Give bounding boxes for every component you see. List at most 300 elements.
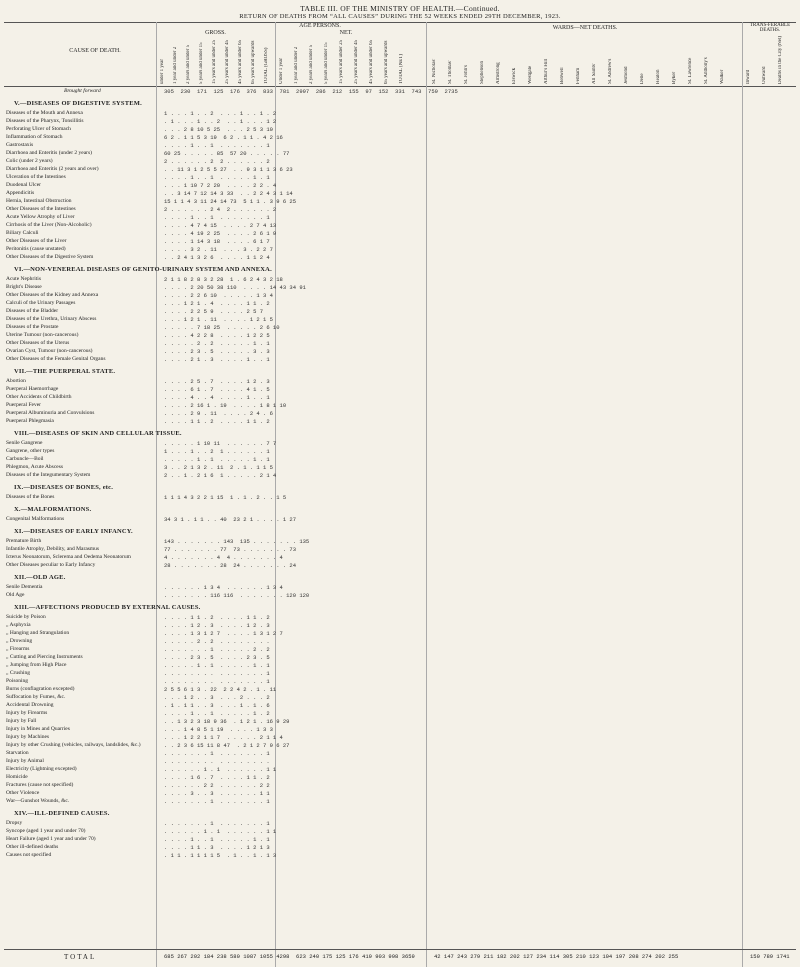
transferable-header: TRANS-FERABLE DEATHS. xyxy=(749,23,791,33)
row-values: . . . . 2 2 5 9 . . . . 2 5 7 xyxy=(164,308,264,315)
cause-label: Other Diseases of the Uterus xyxy=(6,340,70,346)
table-row xyxy=(4,710,796,718)
table-row xyxy=(4,134,796,142)
row-values: . . . . 1 . . 1 . . . . . 1 . 1 xyxy=(164,174,270,181)
table-row xyxy=(4,622,796,630)
cause-label: Diseases of the Integumentary System xyxy=(6,472,91,478)
ward-col-header: St. Anthony's xyxy=(704,57,709,84)
table-row xyxy=(4,340,796,348)
cause-label: Diseases of the Pharynx, Tonsillitis xyxy=(6,118,84,124)
table-row xyxy=(4,782,796,790)
section-heading: XIV.—ILL-DEFINED CAUSES. xyxy=(14,810,110,817)
row-values: . . . . 1 . . 1 . . . . . . . 1 xyxy=(164,214,270,221)
table-row xyxy=(4,562,796,570)
cause-label: Fractures (cause not specified) xyxy=(6,782,74,788)
row-values: . . . 1 2 . . 3 . . . 2 . . . 2 xyxy=(164,694,270,701)
age-persons-header: AGE PERSONS. xyxy=(299,23,341,29)
gross-col-header: 5 years and under 15 xyxy=(199,42,204,84)
table-row xyxy=(4,142,796,150)
cause-label: „ Firearms xyxy=(6,646,30,652)
table-row xyxy=(4,198,796,206)
net-col-header: 25 years and under 45 xyxy=(354,39,359,84)
cause-header: CAUSE OF DEATH. xyxy=(69,48,121,54)
net-col-header: 5 years and under 15 xyxy=(324,42,329,84)
brought-forward-row xyxy=(4,88,796,96)
table-row xyxy=(4,386,796,394)
row-values: . . . . 1 14 3 18 . . . . 6 1 7 xyxy=(164,238,270,245)
row-values: . . . 1 2 1 . 11 . . . . 1 2 1 5 xyxy=(164,316,273,323)
table-row xyxy=(4,402,796,410)
cause-label: Injury in Mines and Quarries xyxy=(6,726,70,732)
net-col-header: 15 years and under 25 xyxy=(339,39,344,84)
cause-label: „ Crushing xyxy=(6,670,30,676)
row-values: 15 1 1 4 3 11 24 14 73 5 1 1 . 3 9 6 25 xyxy=(164,198,297,205)
table-row xyxy=(4,758,796,766)
section-heading: XI.—DISEASES OF EARLY INFANCY. xyxy=(14,528,133,535)
row-values: . . . . . 1 . 1 . . . . . 1 . 1 xyxy=(164,456,270,463)
cause-label: Diseases of the Bones xyxy=(6,494,55,500)
cause-label: Diarrhoea and Enteritis (under 2 years) xyxy=(6,150,92,156)
row-values: . . . . 2 2 6 10 . . . . . 1 3 4 xyxy=(164,292,273,299)
table-row xyxy=(4,238,796,246)
table-row xyxy=(4,472,796,480)
ward-col-header: Byker xyxy=(672,71,677,84)
gross-col-header: 2 years and under 5 xyxy=(186,44,191,84)
row-values: . . . . . . . 1 . . . . . . . 1 xyxy=(164,798,270,805)
ward-col-header: Elswick xyxy=(512,67,517,84)
ward-totals: 42 147 243 279 211 182 202 127 234 114 305 210 123 104 197 208 274 202 255 xyxy=(434,953,679,960)
brought-forward-values: 305 230 171 125 176 376 833 781 2997 286 212 155 97 152 331 743 759 2735 xyxy=(164,88,458,95)
table-row xyxy=(4,516,796,524)
table-row xyxy=(4,584,796,592)
row-values: . . . . . . . 1 . . . . . . . 1 xyxy=(164,820,270,827)
ward-col-header: Armstrong xyxy=(496,62,501,84)
ward-col-header: St. Thomas' xyxy=(448,60,453,84)
row-values: . . . . . . 2 2 . . . . . . 2 2 xyxy=(164,782,270,789)
table-row xyxy=(4,790,796,798)
ward-col-header: Westgate xyxy=(528,65,533,84)
cause-label: Congenital Malformations xyxy=(6,516,65,522)
row-values: . . . . . 2 . 2 . . . . . . . . xyxy=(164,638,270,645)
ward-col-header: Jesmond xyxy=(624,66,629,84)
row-values: . . . . 2 20 50 38 110 . . . . 14 43 34 91 xyxy=(164,284,306,291)
cause-label: Bright's Disease xyxy=(6,284,42,290)
cause-label: Carbuncle—Boil xyxy=(6,456,44,462)
row-values: . . 2 3 6 15 11 8 47 . 2 1 2 7 9 6 27 xyxy=(164,742,290,749)
cause-label: Gastrostaxis xyxy=(6,142,34,148)
row-values: 1 . . . 1 . . 2 1 . . . . . . 1 xyxy=(164,448,270,455)
table-row xyxy=(4,538,796,546)
table-row xyxy=(4,440,796,448)
table-row xyxy=(4,654,796,662)
net-col-header: Under 1 year xyxy=(279,57,284,84)
cause-label: Puerperal Albuminuria and Convulsions xyxy=(6,410,95,416)
table-row xyxy=(4,378,796,386)
cause-label: Biliary Calculi xyxy=(6,230,39,236)
ward-col-header: Dene xyxy=(640,73,645,84)
gross-col-header: 25 years and under 45 xyxy=(225,39,230,84)
table-row xyxy=(4,614,796,622)
table-row xyxy=(4,766,796,774)
table-row xyxy=(4,678,796,686)
cause-label: Other Diseases of the Female Genital Organs xyxy=(6,356,106,362)
cause-label: Injury by other Crushing (vehicles, railways, landslides, &c.) xyxy=(6,742,141,748)
cause-label: Peritonitis (cause unstated) xyxy=(6,246,66,252)
cause-label: Hernia, Intestinal Obstruction xyxy=(6,198,72,204)
table-row xyxy=(4,206,796,214)
table-row xyxy=(4,300,796,308)
cause-label: Accidental Drowning xyxy=(6,702,54,708)
cause-label: Poisoning xyxy=(6,678,29,684)
row-values: . . . . 2 3 . 5 . . . . . 3 . 3 xyxy=(164,348,270,355)
table-row xyxy=(4,456,796,464)
row-values: . . 3 14 7 12 14 3 33 . . 2 2 4 3 1 14 xyxy=(164,190,293,197)
row-values: . . . 2 8 10 5 25 . . . 2 5 3 10 xyxy=(164,126,273,133)
ward-col-header: Stephenson xyxy=(480,60,485,84)
cause-label: Homicide xyxy=(6,774,28,780)
table-row xyxy=(4,630,796,638)
row-values: 28 . . . . . . . 28 24 . . . . . . . 24 xyxy=(164,562,297,569)
transfer-totals: 150 789 1741 xyxy=(750,953,790,960)
row-values: . 1 . 1 1 . . 3 . . . 1 . 1 . 6 xyxy=(164,702,270,709)
row-values: . . . . . . . . . . . . . . . . xyxy=(164,758,270,765)
row-values: . . . 1 2 1 . 4 . . . . 1 1 . 2 xyxy=(164,300,270,307)
cause-label: Diarrhoea and Enteritis (2 years and over) xyxy=(6,166,99,172)
cause-label: Other Diseases of the Liver xyxy=(6,238,67,244)
cause-label: Injury by Fall xyxy=(6,718,37,724)
cause-label: Syncope (aged 1 year and under 70) xyxy=(6,828,86,834)
gross-col-header: TOTAL (GROSS) xyxy=(264,47,269,84)
cause-label: Causes not specified xyxy=(6,852,52,858)
cause-label: Diseases of the Prostate xyxy=(6,324,59,330)
row-values: . . . . . . . . . . . . . . . 1 xyxy=(164,670,270,677)
table-row xyxy=(4,494,796,502)
total-values: 685 267 202 184 238 580 1087 1055 4298 623 240 175 125 176 419 903 998 3659 xyxy=(164,953,415,960)
row-values: . . . . . 1 . 1 . . . . . 1 . 1 xyxy=(164,662,270,669)
cause-label: Other Accidents of Childbirth xyxy=(6,394,72,400)
table-row xyxy=(4,592,796,600)
cause-label: Calculi of the Urinary Passages xyxy=(6,300,76,306)
row-values: . . . . 1 2 . 3 . . . . 1 2 . 3 xyxy=(164,622,270,629)
row-values: . . . . . . 1 . 1 . . . . . . 1 1 xyxy=(164,766,277,773)
table-row xyxy=(4,182,796,190)
table-row xyxy=(4,554,796,562)
gross-col-header: 65 years and upwards xyxy=(251,40,256,84)
ward-col-header: Arthur's Hill xyxy=(544,58,549,84)
row-values: . . . . 1 . . 1 . . . . . 1 . 1 xyxy=(164,836,270,843)
cause-label: Senile Gangrene xyxy=(6,440,43,446)
cause-label: Acute Yellow Atrophy of Liver xyxy=(6,214,75,220)
row-values: . . . . 4 2 2 8 . . . . 1 2 2 5 xyxy=(164,332,270,339)
cause-label: Puerperal Fever xyxy=(6,402,41,408)
row-values: 143 . . . . . . . 143 135 . . . . . . . 135 xyxy=(164,538,310,545)
cause-label: Other Diseases of the Intestines xyxy=(6,206,76,212)
row-values: . . . . 2 16 1 . 19 . . . . 1 8 1 10 xyxy=(164,402,287,409)
row-values: . . 11 3 1 2 5 5 27 . . 9 3 1 1 3 6 23 xyxy=(164,166,293,173)
cause-label: Injury by Firearms xyxy=(6,710,48,716)
row-values: 2 . . . . . . 2 4 2 . . . . . . 2 xyxy=(164,206,277,213)
table-row xyxy=(4,230,796,238)
row-values: . . . . 2 1 . 3 . . . . 1 . . 1 xyxy=(164,356,270,363)
page-title: TABLE III. OF THE MINISTRY OF HEALTH.—Continued. xyxy=(300,4,500,13)
table-row xyxy=(4,734,796,742)
cause-label: Duodenal Ulcer xyxy=(6,182,41,188)
table-row xyxy=(4,662,796,670)
row-values: 2 . . . . . . 2 2 . . . . . . 2 xyxy=(164,158,270,165)
table-row xyxy=(4,774,796,782)
cause-label: „ Hanging and Strangulation xyxy=(6,630,70,636)
row-values: . . . . 4 . . 4 . . . . 1 . . 1 xyxy=(164,394,270,401)
row-values: . . . . . 2 . 2 . . . . . 1 . 1 xyxy=(164,340,270,347)
table-row xyxy=(4,448,796,456)
table-row xyxy=(4,718,796,726)
gross-col-header: under 1 year xyxy=(160,59,165,84)
row-values: . . 1 3 2 3 18 9 36 . 1 2 1 . 16 9 29 xyxy=(164,718,290,725)
cause-label: „ Asphyxia xyxy=(6,622,31,628)
cause-label: Diseases of the Bladder xyxy=(6,308,59,314)
cause-label: Premature Birth xyxy=(6,538,42,544)
ward-col-header: St. Andrew's xyxy=(608,58,613,84)
ward-col-header: St. John's xyxy=(464,65,469,84)
row-values: 3 . . 2 1 3 2 . 11 2 . 1 . 1 1 5 xyxy=(164,464,273,471)
table-row xyxy=(4,852,796,860)
cause-label: Appendicitis xyxy=(6,190,35,196)
gross-col-header: 15 years and under 25 xyxy=(212,39,217,84)
ward-col-header: All Saints' xyxy=(592,63,597,84)
table-row xyxy=(4,222,796,230)
table-row xyxy=(4,332,796,340)
page-subtitle: RETURN OF DEATHS FROM “ALL CAUSES” DURING THE 52 WEEKS ENDED 29TH DECEMBER, 1923. xyxy=(239,13,561,20)
table-row xyxy=(4,828,796,836)
ward-col-header: Fenham xyxy=(576,67,581,84)
section-heading: XIII.—AFFECTIONS PRODUCED BY EXTERNAL CAUSES. xyxy=(14,604,201,611)
table-row xyxy=(4,126,796,134)
row-values: . . . 1 4 8 5 1 19 . . . . 1 3 3 xyxy=(164,726,273,733)
row-values: 60 25 . . . . . 85 57 20 . . . . . 77 xyxy=(164,150,290,157)
section-heading: VII.—THE PUERPERAL STATE. xyxy=(14,368,116,375)
ward-col-header: St. Nicholas' xyxy=(432,58,437,84)
cause-label: Old Age xyxy=(6,592,25,598)
row-values: 4 . . . . . . . 4 4 . . . . . . . 4 xyxy=(164,554,283,561)
row-values: . . . . . 1 10 11 . . . . . . 7 7 xyxy=(164,440,277,447)
table-row xyxy=(4,356,796,364)
table-row xyxy=(4,324,796,332)
row-values: . . . . 4 7 4 15 . . . . 2 7 4 13 xyxy=(164,222,277,229)
cause-label: Puerperal Haemorrhage xyxy=(6,386,59,392)
ward-col-header: Walker xyxy=(720,69,725,84)
cause-label: Electricity (Lightning excepted) xyxy=(6,766,77,772)
row-values: 2 . . 1 . 2 1 6 1 . . . . . 2 1 4 xyxy=(164,472,277,479)
cause-label: Cirrhosis of the Liver (Non-Alcoholic) xyxy=(6,222,92,228)
table-row xyxy=(4,702,796,710)
section-heading: VI.—NON-VENEREAL DISEASES OF GENITO-URINARY SYSTEM AND ANNEXA. xyxy=(14,266,272,273)
row-values: . . . . 4 19 2 25 . . . . 2 6 1 9 xyxy=(164,230,277,237)
section-heading: X.—MALFORMATIONS. xyxy=(14,506,92,513)
cause-label: Ulceration of the Intestines xyxy=(6,174,66,180)
section-heading: V.—DISEASES OF DIGESTIVE SYSTEM. xyxy=(14,100,142,107)
cause-label: Burns (conflagration excepted) xyxy=(6,686,75,692)
row-values: . . . . 1 . . 1 . . . . . 1 . 2 xyxy=(164,710,270,717)
table-row xyxy=(4,670,796,678)
cause-label: Inflammation of Stomach xyxy=(6,134,63,140)
table-row xyxy=(4,246,796,254)
cause-label: Phlegmon, Acute Abscess xyxy=(6,464,63,470)
table-row xyxy=(4,118,796,126)
table-row xyxy=(4,150,796,158)
cause-label: Other Diseases of the Digestive System xyxy=(6,254,94,260)
gross-header: GROSS. xyxy=(205,30,226,36)
total-row xyxy=(4,949,796,964)
cause-label: Ovarian Cyst, Tumour (non-cancerous) xyxy=(6,348,93,354)
row-values: . . . . . . 1 3 4 . . . . . . 1 3 4 xyxy=(164,584,283,591)
table-row xyxy=(4,308,796,316)
cause-label: Icterus Neonatorum, Sclerema and Oedema Neonatorum xyxy=(6,554,131,560)
net-col-header: 2 years and under 5 xyxy=(309,44,314,84)
table-row xyxy=(4,694,796,702)
cause-label: War—Gunshot Wounds, &c. xyxy=(6,798,70,804)
cause-label: Other Diseases of the Kidney and Annexa xyxy=(6,292,99,298)
table-row xyxy=(4,726,796,734)
row-values: . . . . . . 1 . 1 . . . . . . 1 1 xyxy=(164,828,277,835)
row-values: . . . . 6 1 . 7 . . . . 4 1 . 5 xyxy=(164,386,270,393)
cause-label: Suicide by Poison xyxy=(6,614,46,620)
table-row xyxy=(4,254,796,262)
cause-label: Puerperal Phlegmasia xyxy=(6,418,54,424)
table-row xyxy=(4,686,796,694)
table-row xyxy=(4,158,796,166)
cause-label: Uterine Tumour (non-cancerous) xyxy=(6,332,79,338)
row-values: . . 2 4 1 3 2 6 . . . . 1 1 2 4 xyxy=(164,254,270,261)
cause-label: Perforating Ulcer of Stomach xyxy=(6,126,71,132)
transfer-col-header: Inward xyxy=(746,69,751,84)
table-row xyxy=(4,844,796,852)
ward-col-header: St. Lawrence xyxy=(688,57,693,84)
cause-label: Acute Nephritis xyxy=(6,276,41,282)
table-row xyxy=(4,214,796,222)
row-values: . . . . 1 1 . 3 . . . . 1 2 1 3 xyxy=(164,844,270,851)
row-values: 2 1 1 8 2 8 3 2 28 1 . 6 2 4 3 2 18 xyxy=(164,276,283,283)
table-row xyxy=(4,276,796,284)
row-values: . . . . . . . 1 . . . . . . . 1 xyxy=(164,750,270,757)
row-values: . . . . 3 2 . 11 . . . 3 . 2 2 7 xyxy=(164,246,273,253)
gross-col-header: 45 years and under 65 xyxy=(238,39,243,84)
table-row xyxy=(4,174,796,182)
cause-label: Starvation xyxy=(6,750,29,756)
cause-label: Diseases of the Mouth and Annexa xyxy=(6,110,83,116)
table-row xyxy=(4,546,796,554)
cause-label: Other Diseases peculiar to Early Infancy xyxy=(6,562,96,568)
row-values: . . . 1 10 7 2 20 . . . . 2 2 . 4 xyxy=(164,182,277,189)
table-row xyxy=(4,750,796,758)
cause-label: Heart Failure (aged 1 year and under 70) xyxy=(6,836,96,842)
row-values: . . . . 1 1 . 2 . . . . 1 1 . 2 xyxy=(164,418,270,425)
table-row xyxy=(4,190,796,198)
cause-label: Diseases of the Urethra, Urinary Abscess xyxy=(6,316,97,322)
row-values: . . . . 2 3 . 5 . . . . 2 3 . 5 xyxy=(164,654,270,661)
row-values: . . . . . . . 116 116 . . . . . . . 120 120 xyxy=(164,592,310,599)
table-row xyxy=(4,418,796,426)
row-values: 6 2 . 1 1 5 3 19 6 2 . 1 1 . 4 2 16 xyxy=(164,134,283,141)
cause-label: Injury by Machines xyxy=(6,734,50,740)
row-values: 2 5 5 6 1 3 . 22 2 2 4 2 . 1 . 11 xyxy=(164,686,277,693)
cause-label: „ Drowning xyxy=(6,638,33,644)
cause-label: Senile Dementia xyxy=(6,584,43,590)
transfer-col-header: Deaths in the City (Net) xyxy=(778,36,783,84)
table-row xyxy=(4,110,796,118)
row-values: 77 . . . . . . . 77 73 . . . . . . . 73 xyxy=(164,546,297,553)
table-row xyxy=(4,292,796,300)
row-values: . . . . 2 9 . 11 . . . . 2 4 . 6 xyxy=(164,410,273,417)
row-values: . . . . 1 6 . 7 . . . . 1 1 . 2 xyxy=(164,774,270,781)
cause-label: „ Jumping from High Place xyxy=(6,662,67,668)
table-row xyxy=(4,316,796,324)
cause-label: Dropsy xyxy=(6,820,23,826)
net-col-header: 45 years and under 65 xyxy=(369,39,374,84)
row-values: . 1 1 . 1 1 1 1 5 . 1 . . 1 . 1 3 xyxy=(164,852,277,859)
ward-col-header: Benwell xyxy=(560,67,565,84)
gross-col-header: 1 year and under 2 xyxy=(173,46,178,84)
row-values: . . . . 2 5 . 7 . . . . 1 2 . 3 xyxy=(164,378,270,385)
net-col-header: TOTAL (NET) xyxy=(399,53,404,84)
net-col-header: 65 years and upwards xyxy=(384,40,389,84)
table-row xyxy=(4,638,796,646)
table-row xyxy=(4,798,796,806)
row-values: 1 . . . 1 . . 2 . . . 1 . . 1 . 2 xyxy=(164,110,277,117)
brought-forward-label: Brought forward xyxy=(64,88,101,94)
row-values: . . . . . . . . . . . . . . . 1 xyxy=(164,678,270,685)
transfer-col-header: Outward xyxy=(762,66,767,84)
table-row xyxy=(4,284,796,292)
cause-label: Colic (under 2 years) xyxy=(6,158,53,164)
cause-label: Injury by Animal xyxy=(6,758,44,764)
cause-label: Other Violence xyxy=(6,790,40,796)
wards-header: WARDS—NET DEATHS. xyxy=(552,25,618,31)
table-row xyxy=(4,348,796,356)
net-col-header: 1 year and under 2 xyxy=(294,46,299,84)
row-values: . . . . 1 3 1 2 7 . . . . 1 3 1 2 7 xyxy=(164,630,283,637)
row-values: . . . . 1 . . 1 . . . . . . . 1 xyxy=(164,142,270,149)
section-heading: XII.—OLD AGE. xyxy=(14,574,66,581)
table-row xyxy=(4,742,796,750)
table-row xyxy=(4,166,796,174)
ward-col-header: Heaton xyxy=(656,69,661,84)
row-values: . 1 . . . 1 . . 2 . . 1 . . . 1 2 xyxy=(164,118,277,125)
cause-label: Abortion xyxy=(6,378,26,384)
net-header: NET. xyxy=(339,30,353,36)
row-values: . . . 1 2 2 1 1 7 . . . . . 2 1 1 4 xyxy=(164,734,283,741)
cause-label: „ Cutting and Piercing Instruments xyxy=(6,654,83,660)
cause-label: Suffocation by Fumes, &c. xyxy=(6,694,66,700)
row-values: . . . . 3 . . 3 . . . . . . 1 1 xyxy=(164,790,270,797)
table-row xyxy=(4,410,796,418)
total-label: TOTAL xyxy=(64,953,97,961)
table-row xyxy=(4,820,796,828)
row-values: . . . . . . . 1 . . . . . 2 . 2 xyxy=(164,646,270,653)
section-heading: VIII.—DISEASES OF SKIN AND CELLULAR TISSUE. xyxy=(14,430,182,437)
table-row xyxy=(4,646,796,654)
row-values: 34 3 1 . 1 1 . . 40 23 2 1 . . . . 1 27 xyxy=(164,516,297,523)
cause-label: Infantile Atrophy, Debility, and Marasmus xyxy=(6,546,100,552)
table-row xyxy=(4,394,796,402)
cause-label: Gangrene, other types xyxy=(6,448,55,454)
row-values: . . . . . 7 18 25 . . . . . 2 6 10 xyxy=(164,324,280,331)
cause-label: Other ill-defined deaths xyxy=(6,844,59,850)
row-values: . . . . 1 1 . 2 . . . . 1 1 . 2 xyxy=(164,614,270,621)
table-row xyxy=(4,836,796,844)
table-row xyxy=(4,464,796,472)
section-heading: IX.—DISEASES OF BONES, etc. xyxy=(14,484,114,491)
row-values: 1 1 1 4 3 2 2 1 15 1 . 1 . 2 . . 1 5 xyxy=(164,494,287,501)
